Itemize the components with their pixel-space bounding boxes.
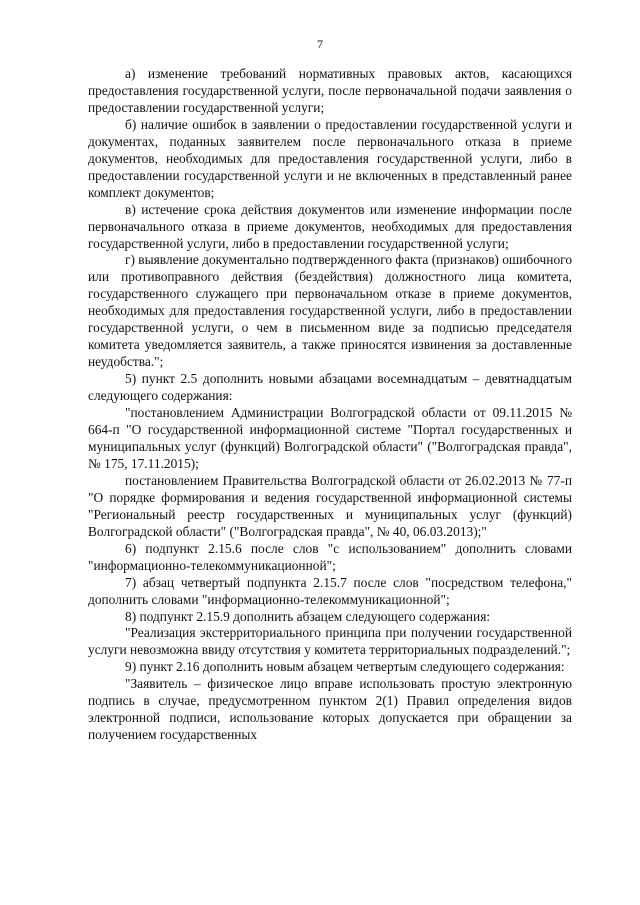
- document-body: [88, 66, 572, 744]
- paragraph-item-8: 8) подпункт 2.15.9 дополнить абзацем следующего содержания:: [125, 608, 491, 624]
- paragraph-item-9: 9) пункт 2.16 дополнить новым абзацем четвертым следующего содержания:: [125, 659, 565, 675]
- paragraph-item-7: 7) абзац четвертый подпункта 2.15.7 после слов "посредством телефона," дополнить словами "информационно-телекоммуникационной";: [88, 574, 572, 607]
- paragraph-a: а) изменение требований нормативных правовых актов, касающихся предоставления государственной услуги, после первоначальной подачи заявления о предоставлении государственной услуги;: [88, 66, 572, 115]
- paragraph-resolution-77: постановлением Правительства Волгоградской области от 26.02.2013 № 77-п "О порядке формирования и ведения государственной информационной системы "Региональный реестр государственных и муниципальных услуг (функций) Волгоградской области" ("Волгоградская правда", № 40, 06.03.2013);": [88, 472, 572, 539]
- paragraph-v: в) истечение срока действия документов или изменение информации после первоначального отказа в приеме документов, необходимых для предоставления государственной услуги, либо в предоставлении государственной услуги;: [88, 201, 572, 251]
- paragraph-quote-applicant: "Заявитель – физическое лицо вправе использовать простую электронную подпись в случае, предусмотренном пунктом 2(1) Правил определения видов электронной подписи, использование которых допускается при обращении за получением государственных: [88, 676, 572, 743]
- paragraph-item-6: 6) подпункт 2.15.6 после слов "с использованием" дополнить словами "информационно-телекоммуникационной";: [88, 540, 572, 573]
- paragraph-quote-resolution-664: "постановлением Администрации Волгоградской области от 09.11.2015 № 664-п "О государственной информационной системе "Портал государственных и муниципальных услуг (функций) Волгоградской области" ("Волгоградская правда", № 175, 17.11.2015);: [88, 405, 572, 471]
- page-number: 7: [317, 37, 323, 51]
- paragraph-quote-extraterritorial: "Реализация экстерриториального принципа при получении государственной услуги невозможна ввиду отсутствия у комитета территориальных подразделений.";: [88, 625, 572, 658]
- paragraph-item-5: 5) пункт 2.5 дополнить новыми абзацами восемнадцатым – девятнадцатым следующего содержания:: [88, 371, 572, 404]
- paragraph-g: г) выявление документально подтвержденного факта (признаков) ошибочного или противоправного действия (бездействия) должностного лица комитета, государственного служащего при первоначальном отказе в приеме документов, необходимых для предоставления государственной услуги, либо в предоставлении государственной услуги, о чем в письменном виде за подписью председателя комитета уведомляется заявитель, а также приносятся извинения за доставленные неудобства.";: [88, 252, 573, 370]
- paragraph-b: б) наличие ошибок в заявлении о предоставлении государственной услуги и документах, поданных заявителем после первоначального отказа в приеме документов, необходимых для предоставления государственной услуги, либо в предоставлении государственной услуги и не включенных в представленный ранее комплект документов;: [88, 116, 572, 200]
